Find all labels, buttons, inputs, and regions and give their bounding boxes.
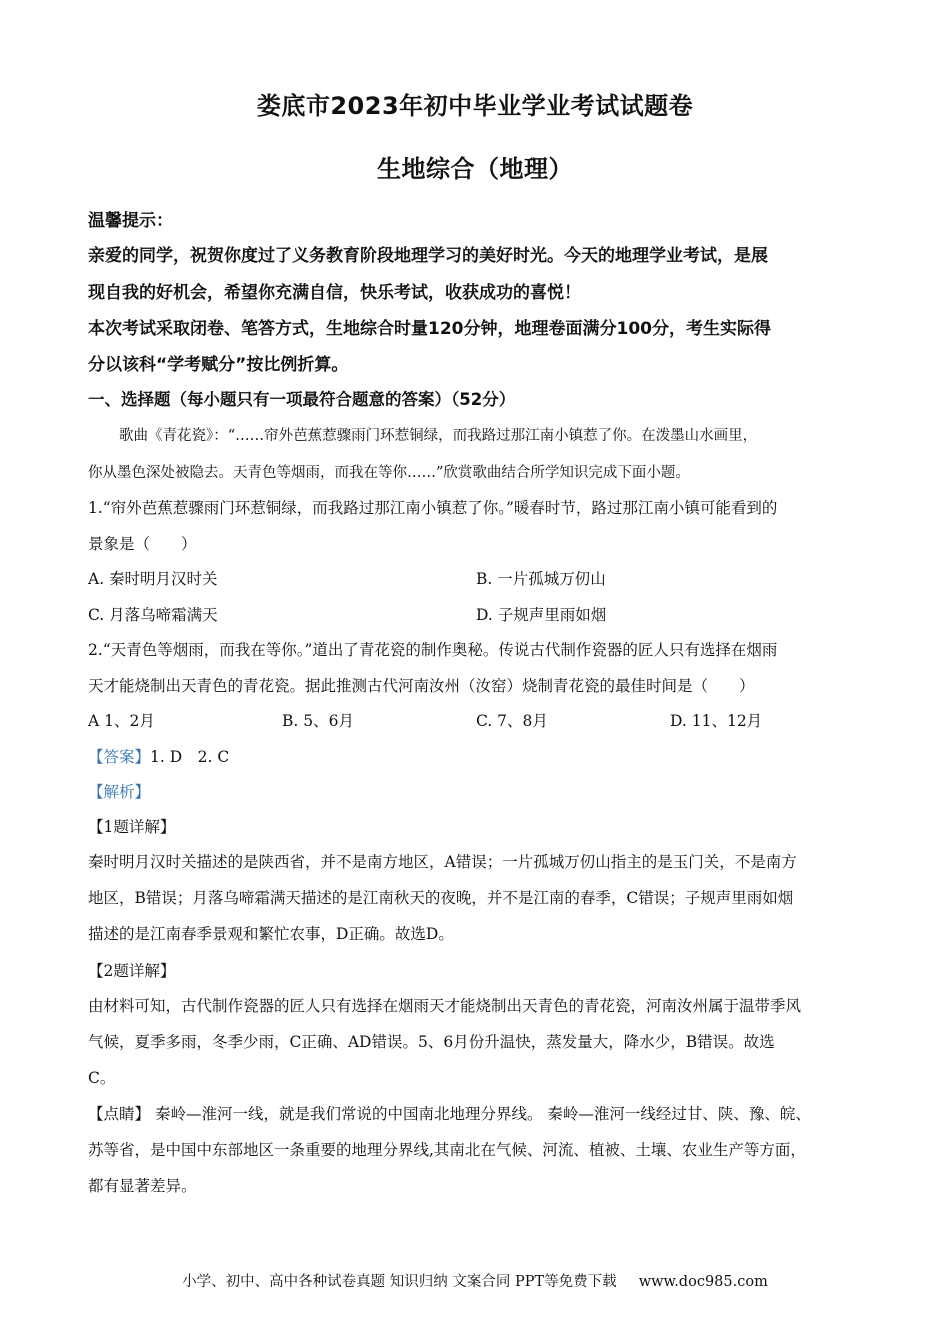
q2-option-b: B. 5、6月: [282, 712, 354, 730]
q1-option-b: B. 一片孤城万仞山: [476, 570, 606, 588]
detail-2-line-1: 由材料可知，古代制作瓷器的匠人只有选择在烟雨天才能烧制出天青色的青花瓷，河南汝州属于温带季风: [88, 997, 802, 1015]
tips-line-1: 亲爱的同学，祝贺你度过了义务教育阶段地理学习的美好时光。今天的地理学业考试，是展: [88, 246, 768, 266]
note-line-1-row: [88, 1102, 868, 1124]
q2-option-c: C. 7、8月: [476, 712, 548, 730]
exam-title: 娄底市2023年初中毕业学业考试试题卷: [256, 92, 694, 120]
detail-1-line-3: 描述的是江南春季景观和繁忙农事，D正确。故选D。: [88, 925, 454, 943]
q1-stem-line-1: 1.“帘外芭蕉惹骤雨门环惹铜绿，而我路过那江南小镇惹了你。”暖春时节，路过那江南小镇可能看到的: [88, 499, 778, 517]
tips-line-4: 分以该科“学考赋分”按比例折算。: [88, 355, 349, 375]
footer-site: www.doc985.com: [638, 1274, 768, 1290]
q2-stem-line-1: 2.“天青色等烟雨，而我在等你。”道出了青花瓷的制作奥秘。传说古代制作瓷器的匠人只有选择在烟雨: [88, 641, 778, 659]
answer-label: 【答案】: [88, 748, 151, 766]
tips-label: 温馨提示：: [88, 211, 173, 231]
section-heading: 一、选择题（每小题只有一项最符合题意的答案）（52分）: [88, 390, 516, 409]
q1-option-d: D. 子规声里雨如烟: [476, 606, 607, 624]
detail-2-label: 【2题详解】: [88, 962, 176, 980]
material-line-2: 你从墨色深处被隐去。天青色等烟雨，而我在等你……”欣赏歌曲结合所学知识完成下面小题。: [88, 465, 690, 481]
note-line-1: 秦岭—淮河一线，就是我们常说的中国南北地理分界线。 秦岭—淮河一线经过甘、陕、豫、皖、: [154, 1105, 811, 1123]
q2-stem-line-2: 天才能烧制出天青色的青花瓷。据此推测古代河南汝州（汝窑）烧制青花瓷的最佳时间是（ ）: [88, 677, 755, 695]
material-line-1: 歌曲《青花瓷》：“……帘外芭蕉惹骤雨门环惹铜绿，而我路过那江南小镇惹了你。在泼墨山水画里，: [119, 428, 758, 444]
q2-option-a: A 1、2月: [88, 712, 155, 730]
note-line-2: 苏等省，是中国中东部地区一条重要的地理分界线,其南北在气候、河流、植被、土壤、农业生产等方面，: [88, 1141, 806, 1159]
note-label: 【点睛】: [88, 1105, 151, 1123]
detail-2-line-3: C。: [88, 1069, 116, 1087]
detail-1-line-2: 地区，B错误；月落乌啼霜满天描述的是江南秋天的夜晚，并不是江南的春季，C错误；子规声里雨如烟: [88, 889, 794, 907]
tips-line-3: 本次考试采取闭卷、笔答方式，生地综合时量120分钟，地理卷面满分100分，考生实际得: [88, 319, 771, 339]
exam-subtitle: 生地综合（地理）: [377, 155, 573, 183]
q1-option-a: A. 秦时明月汉时关: [88, 570, 218, 588]
q1-option-c: C. 月落乌啼霜满天: [88, 606, 218, 624]
q1-stem-line-2: 景象是（ ）: [88, 535, 197, 553]
detail-2-line-2: 气候，夏季多雨，冬季少雨，C正确、AD错误。5、6月份升温快，蒸发量大，降水少，B错误。故选: [88, 1033, 775, 1051]
answer-line: [88, 745, 868, 767]
detail-1-label: 【1题详解】: [88, 818, 176, 836]
tips-line-2: 现自我的好机会，希望你充满自信，快乐考试，收获成功的喜悦！: [88, 283, 581, 303]
detail-1-line-1: 秦时明月汉时关描述的是陕西省，并不是南方地区，A错误；一片孤城万仞山指主的是玉门关，不是南方: [88, 853, 797, 871]
q2-option-d: D. 11、12月: [670, 712, 763, 730]
footer-text: 小学、初中、高中各种试卷真题 知识归纳 文案合同 PPT等免费下载: [182, 1274, 617, 1290]
page-footer: [0, 1270, 950, 1291]
note-line-3: 都有显著差异。: [88, 1177, 197, 1195]
answer-text: 1. D 2. C: [150, 748, 230, 766]
analysis-label: 【解析】: [88, 783, 151, 801]
